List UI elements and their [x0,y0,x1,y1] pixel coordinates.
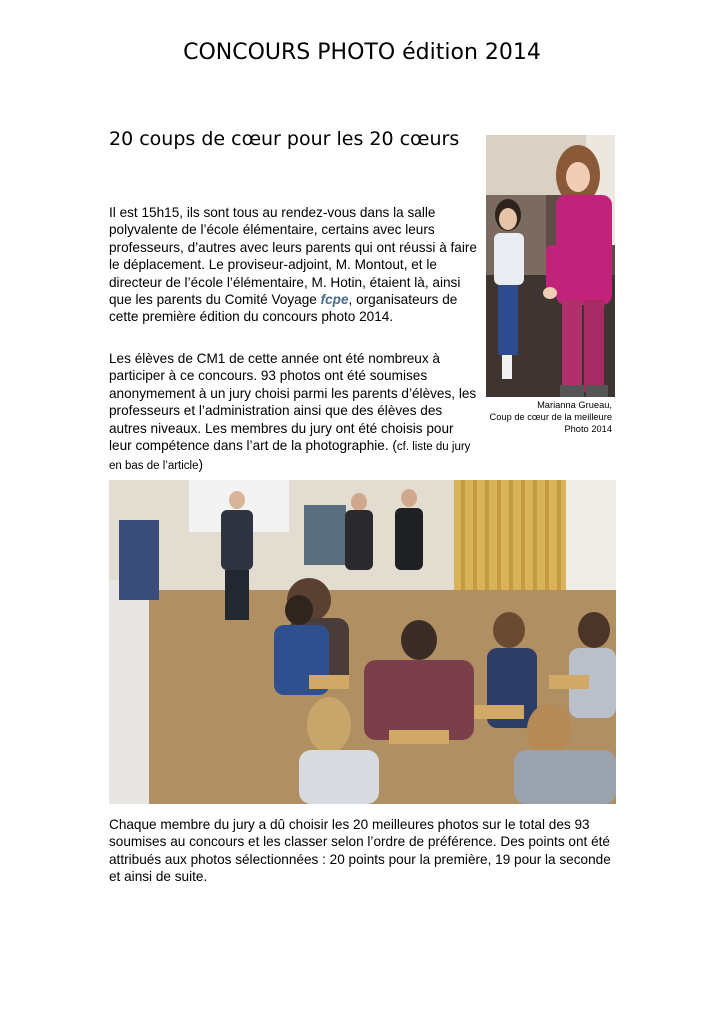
participation-text: Les élèves de CM1 de cette année ont été nombreux à participer à ce concours. 93 photos ont été soumises anonymement à un jury choisi parmi les parents d’élèves, les professeurs et l’administration ainsi que des élèves des autres niveaux. Les membres du jury ont été choisis pour leur compétence dans l’art de la photographie. ( [109,351,477,454]
intro-paragraph [109,204,477,326]
classroom-photo [109,480,616,804]
participation-paragraph [109,350,477,476]
participation-close: ) [198,457,204,473]
fcpe-highlight: fcpe [320,292,349,308]
winner-photo-image [486,135,615,397]
caption-line-2: Coup de cœur de la meilleure [489,412,612,422]
winner-photo [486,135,615,397]
caption-line-3: Photo 2014 [564,424,612,434]
photo-caption [470,399,612,435]
document-subtitle: 20 coups de cœur pour les 20 cœurs [109,128,460,150]
classroom-photo-image [109,480,616,804]
intro-text: Il est 15h15, ils sont tous au rendez-vous dans la salle polyvalente de l’école élémentaire, certains avec leurs professeurs, d’autres avec leurs parents qui ont réussi à faire le déplacement. Le proviseur-adjoint, M. Montout, et le directeur de l’école l’élémentaire, M. Hotin, étaient là, ainsi que les parents du Comité Voyage [109,205,477,308]
document-title: CONCOURS PHOTO édition 2014 [183,40,541,65]
scoring-paragraph: Chaque membre du jury a dû choisir les 20 meilleures photos sur le total des 93 soumises au concours et les classer selon l’ordre de préférence. Des points ont été attribués aux photos sélectionnées : 20 points pour la première, 19 pour la seconde et ainsi de suite. [109,817,611,885]
caption-line-1: Marianna Grueau, [537,400,612,410]
jury-list-note: cf. liste du jury en bas de l’article [109,441,471,473]
intro-text-end: , organisateurs de cette première édition du concours photo 2014. [109,292,458,325]
